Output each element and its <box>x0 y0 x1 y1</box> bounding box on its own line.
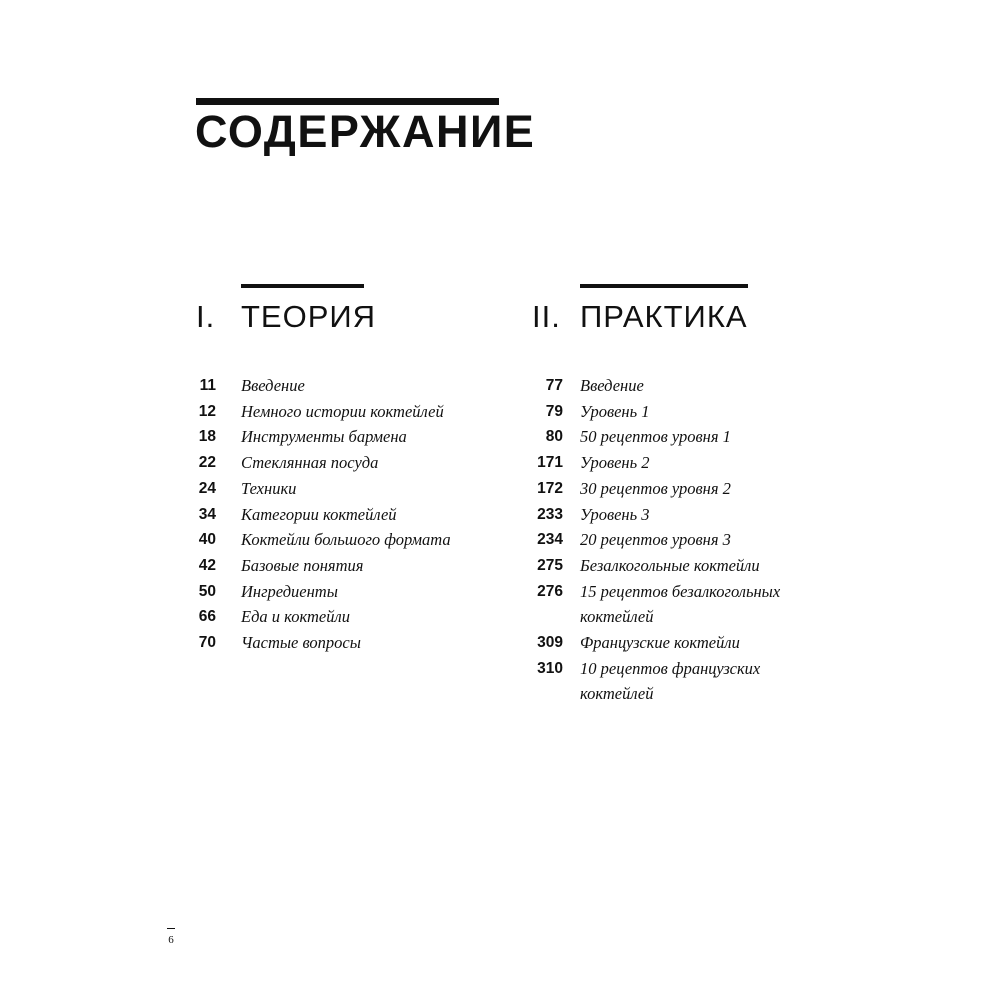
toc-page-number: 66 <box>198 608 216 626</box>
toc-list <box>196 373 496 656</box>
toc-page-number: 79 <box>545 402 563 420</box>
toc-page-number: 50 <box>198 582 216 600</box>
section-number: II. <box>532 299 561 334</box>
toc-entry <box>196 630 496 656</box>
toc-page-number: 171 <box>537 454 563 472</box>
toc-entry-title: Уровень 1 <box>580 401 650 421</box>
toc-page-number: 42 <box>198 556 216 574</box>
section-name: ПРАКТИКА <box>580 299 748 334</box>
toc-entry-title: Безалкогольные коктейли <box>580 555 760 575</box>
toc-page-number: 310 <box>537 659 563 677</box>
toc-entry-title: 10 рецептов французских коктейлей <box>580 658 761 704</box>
toc-entry <box>532 656 822 707</box>
toc-entry <box>532 527 822 553</box>
folio-number: 6 <box>168 934 174 946</box>
toc-entry-title: Немного истории коктейлей <box>241 401 444 421</box>
toc-entry <box>196 373 496 399</box>
toc-entry <box>532 399 822 425</box>
toc-entry <box>196 604 496 630</box>
toc-page-number: 34 <box>198 505 216 523</box>
toc-entry <box>532 424 822 450</box>
toc-entry-title: Введение <box>241 376 305 395</box>
toc-page-number: 233 <box>537 505 563 523</box>
toc-entry <box>196 476 496 502</box>
toc-entry <box>532 450 822 476</box>
toc-entry <box>532 553 822 579</box>
toc-entry-title: Инструменты бармена <box>241 427 407 447</box>
section-rule <box>241 284 364 288</box>
toc-entry <box>196 399 496 425</box>
toc-page-number: 309 <box>537 634 563 652</box>
toc-entry <box>532 373 822 399</box>
toc-page-number: 70 <box>198 634 216 652</box>
toc-entry <box>532 630 822 656</box>
toc-page-number: 40 <box>198 531 216 549</box>
toc-entry <box>196 579 496 605</box>
toc-entry-title: 20 рецептов уровня 3 <box>580 530 731 550</box>
toc-entry-title: Техники <box>241 478 297 498</box>
toc-entry <box>196 424 496 450</box>
toc-entry-title: Французские коктейли <box>580 633 740 653</box>
toc-entry <box>196 553 496 579</box>
toc-page-number: 172 <box>537 479 563 497</box>
toc-entry <box>532 579 822 630</box>
page-title: СОДЕРЖАНИЕ <box>195 106 536 157</box>
title-rule <box>196 98 499 105</box>
toc-entry <box>196 502 496 528</box>
toc-entry-title: Еда и коктейли <box>241 607 350 627</box>
toc-page-number: 24 <box>198 479 216 497</box>
toc-entry <box>532 476 822 502</box>
toc-entry-title: Частые вопросы <box>241 633 361 653</box>
toc-page-number: 80 <box>545 428 563 446</box>
toc-entry-title: Коктейли большого формата <box>241 530 451 550</box>
toc-entry-title: Ингредиенты <box>241 581 338 601</box>
toc-list <box>532 373 822 707</box>
toc-page-number: 234 <box>537 531 563 549</box>
toc-entry-title: Уровень 3 <box>580 504 650 524</box>
folio-dash <box>167 928 175 929</box>
toc-entry-title: Категории коктейлей <box>241 504 397 524</box>
toc-page-number: 12 <box>198 402 216 420</box>
section-number: I. <box>196 299 216 334</box>
toc-entry-title: Базовые понятия <box>241 555 364 575</box>
toc-page-number: 77 <box>545 377 563 394</box>
toc-entry-title: Уровень 2 <box>580 453 650 473</box>
toc-entry-title: 30 рецептов уровня 2 <box>580 478 731 498</box>
toc-entry-title: 50 рецептов уровня 1 <box>580 427 731 447</box>
page-folio <box>165 922 177 947</box>
toc-entry-title: Стеклянная посуда <box>241 453 379 473</box>
toc-entry-title: Введение <box>580 376 644 395</box>
toc-page-number: 18 <box>198 428 216 446</box>
toc-entry-title: 15 рецептов безалкогольных коктейлей <box>580 581 781 627</box>
toc-entry <box>532 502 822 528</box>
toc-entry <box>196 450 496 476</box>
toc-page-number: 22 <box>198 454 216 472</box>
toc-page-number: 275 <box>537 556 563 574</box>
section-name: ТЕОРИЯ <box>241 299 377 334</box>
section-rule <box>580 284 748 288</box>
toc-entry <box>196 527 496 553</box>
toc-page-number: 276 <box>537 582 563 600</box>
toc-page-number: 11 <box>199 377 216 394</box>
